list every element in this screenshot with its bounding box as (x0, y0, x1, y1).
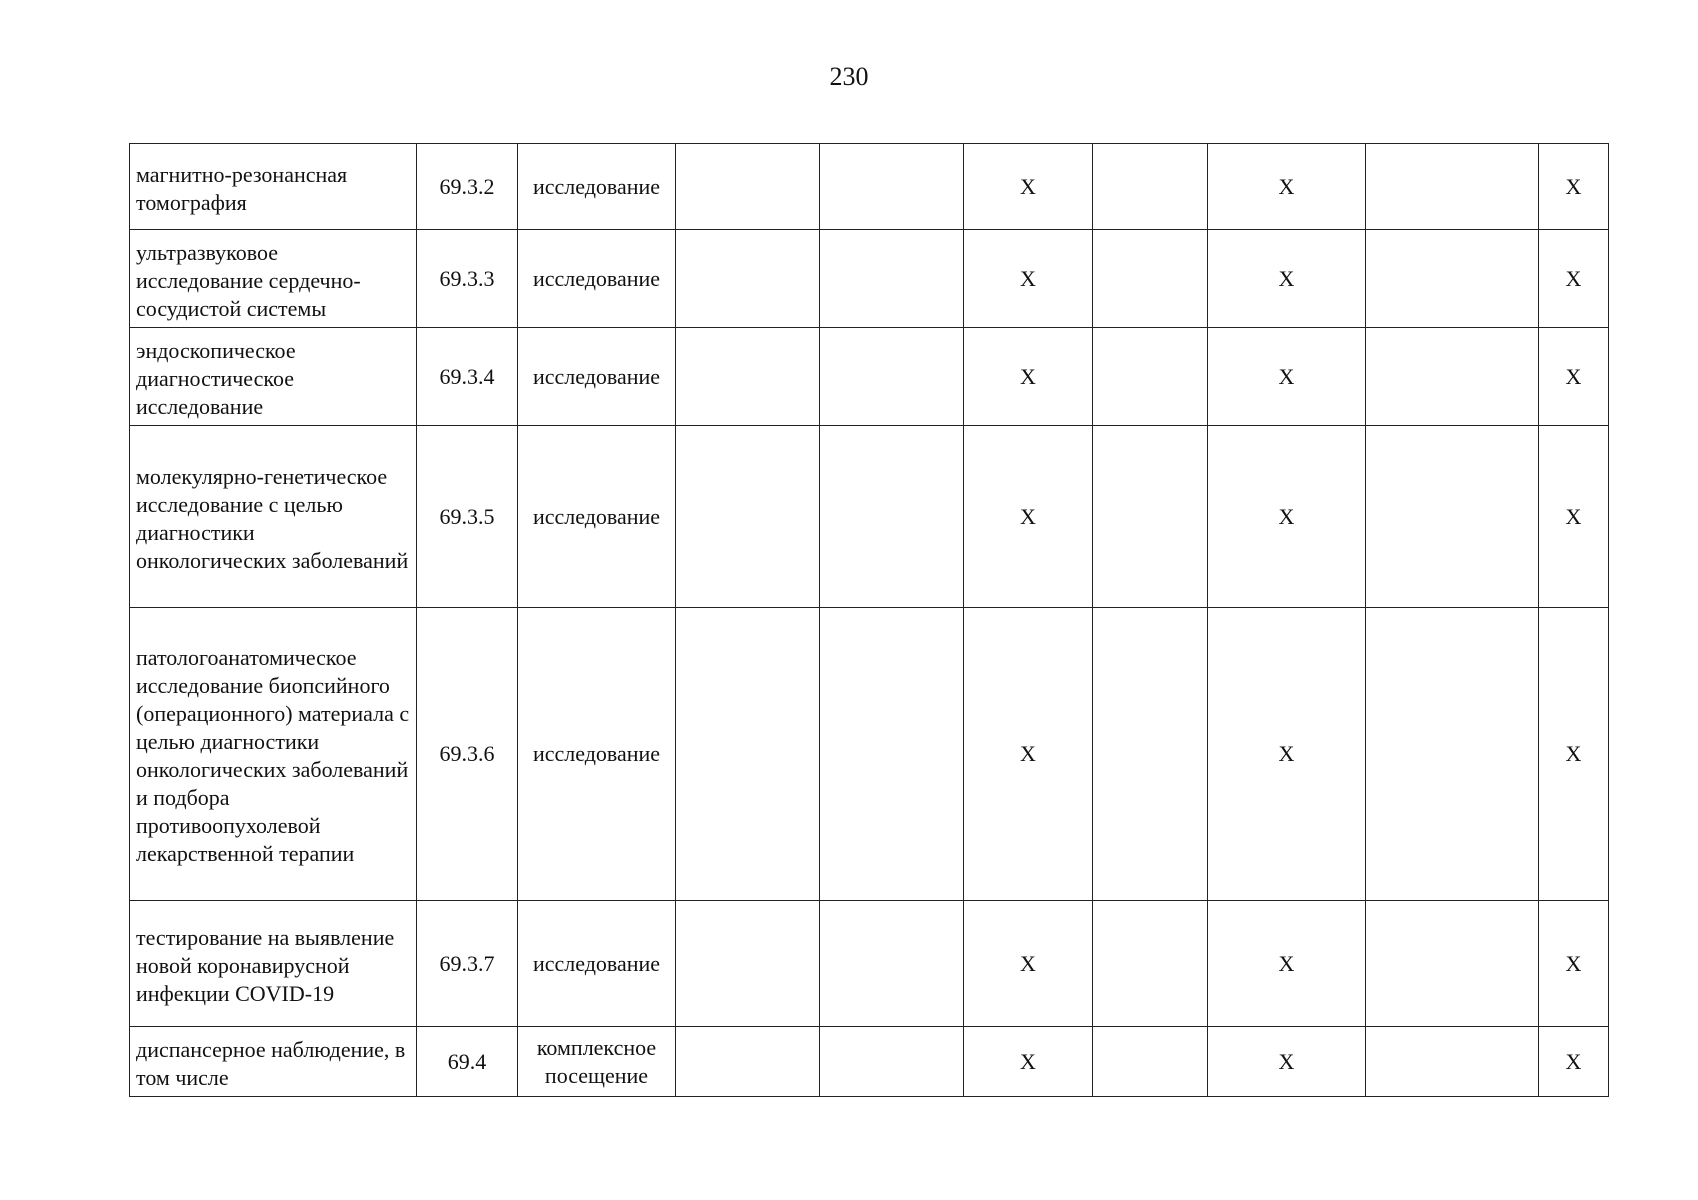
table-row (130, 144, 1609, 230)
x-mark-cell: X (964, 1027, 1093, 1097)
service-name-cell: магнитно-резонансная томография (130, 144, 417, 230)
x-mark-cell: X (1208, 230, 1366, 328)
table-row (130, 608, 1609, 901)
empty-cell (676, 328, 820, 426)
data-table (129, 143, 1609, 1097)
x-mark-cell: X (1539, 328, 1609, 426)
empty-cell (1093, 1027, 1208, 1097)
x-mark-cell: X (964, 144, 1093, 230)
empty-cell (820, 901, 964, 1027)
empty-cell (1366, 144, 1539, 230)
unit-cell: исследование (518, 608, 676, 901)
table-row (130, 230, 1609, 328)
x-mark-cell: X (1539, 230, 1609, 328)
row-code-cell: 69.3.4 (417, 328, 518, 426)
table-row (130, 901, 1609, 1027)
empty-cell (1093, 426, 1208, 608)
x-mark-cell: X (964, 901, 1093, 1027)
unit-cell: исследование (518, 144, 676, 230)
x-mark-cell: X (964, 230, 1093, 328)
empty-cell (1093, 328, 1208, 426)
empty-cell (820, 1027, 964, 1097)
service-name-cell: молекулярно-генетическое исследование с целью диагностики онкологических заболеваний (130, 426, 417, 608)
empty-cell (1093, 144, 1208, 230)
empty-cell (676, 1027, 820, 1097)
empty-cell (1093, 608, 1208, 901)
x-mark-cell: X (1208, 426, 1366, 608)
empty-cell (1366, 328, 1539, 426)
empty-cell (820, 426, 964, 608)
empty-cell (1366, 426, 1539, 608)
x-mark-cell: X (1539, 901, 1609, 1027)
service-name-cell: патологоанатомическое исследование биопсийного (операционного) материала с целью диагностики онкологических заболеваний и подбора противоопухолевой лекарственной терапии (130, 608, 417, 901)
empty-cell (676, 144, 820, 230)
row-code-cell: 69.3.3 (417, 230, 518, 328)
x-mark-cell: X (964, 426, 1093, 608)
table-row (130, 1027, 1609, 1097)
x-mark-cell: X (964, 608, 1093, 901)
x-mark-cell: X (1208, 901, 1366, 1027)
empty-cell (820, 328, 964, 426)
x-mark-cell: X (1208, 328, 1366, 426)
x-mark-cell: X (1539, 426, 1609, 608)
empty-cell (1093, 901, 1208, 1027)
x-mark-cell: X (1539, 608, 1609, 901)
page-number: 230 (829, 62, 869, 91)
table-row (130, 426, 1609, 608)
service-name-cell: эндоскопическое диагностическое исследование (130, 328, 417, 426)
table-row (130, 328, 1609, 426)
unit-cell: комплексное посещение (518, 1027, 676, 1097)
unit-cell: исследование (518, 901, 676, 1027)
x-mark-cell: X (964, 328, 1093, 426)
service-name-cell: ультразвуковое исследование сердечно-сосудистой системы (130, 230, 417, 328)
row-code-cell: 69.3.2 (417, 144, 518, 230)
empty-cell (1366, 901, 1539, 1027)
x-mark-cell: X (1208, 144, 1366, 230)
empty-cell (676, 230, 820, 328)
empty-cell (1366, 608, 1539, 901)
service-name-cell: диспансерное наблюдение, в том числе (130, 1027, 417, 1097)
empty-cell (820, 144, 964, 230)
x-mark-cell: X (1539, 1027, 1609, 1097)
x-mark-cell: X (1208, 1027, 1366, 1097)
empty-cell (820, 608, 964, 901)
row-code-cell: 69.4 (417, 1027, 518, 1097)
row-code-cell: 69.3.6 (417, 608, 518, 901)
unit-cell: исследование (518, 230, 676, 328)
empty-cell (676, 426, 820, 608)
x-mark-cell: X (1539, 144, 1609, 230)
empty-cell (676, 901, 820, 1027)
empty-cell (1093, 230, 1208, 328)
empty-cell (1366, 1027, 1539, 1097)
service-name-cell: тестирование на выявление новой коронавирусной инфекции COVID-19 (130, 901, 417, 1027)
row-code-cell: 69.3.7 (417, 901, 518, 1027)
unit-cell: исследование (518, 426, 676, 608)
empty-cell (676, 608, 820, 901)
empty-cell (1366, 230, 1539, 328)
x-mark-cell: X (1208, 608, 1366, 901)
empty-cell (820, 230, 964, 328)
unit-cell: исследование (518, 328, 676, 426)
row-code-cell: 69.3.5 (417, 426, 518, 608)
